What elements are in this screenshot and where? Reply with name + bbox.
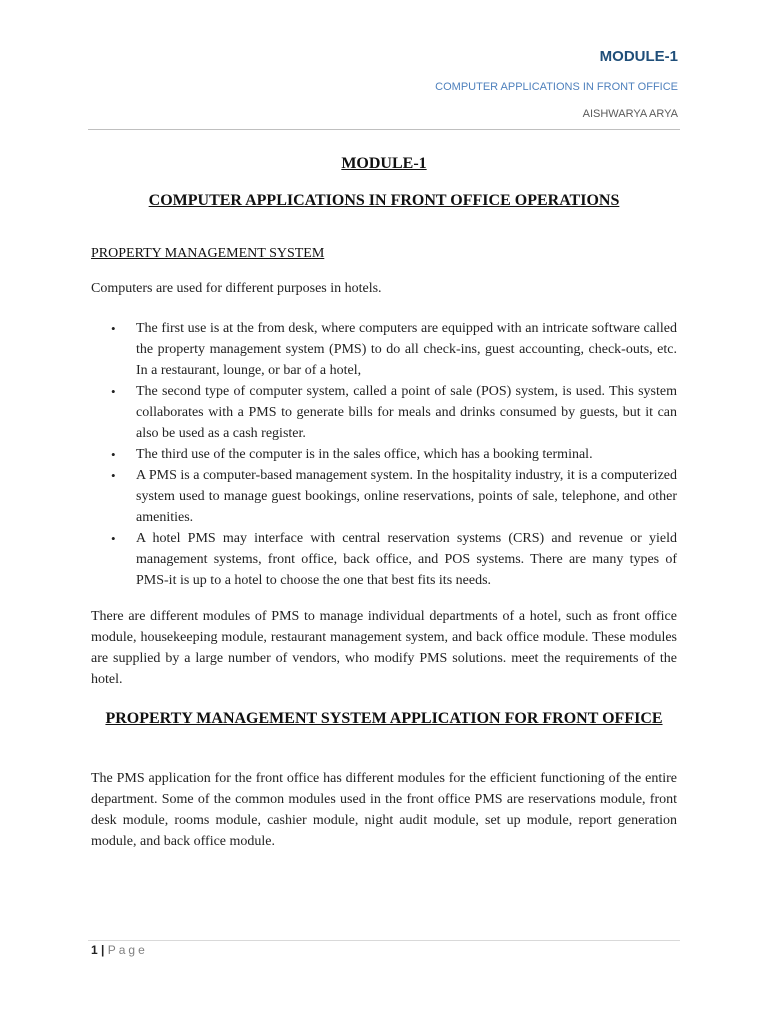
section-heading-front-office: PROPERTY MANAGEMENT SYSTEM APPLICATION FOR FRONT OFFICE xyxy=(105,710,663,727)
header-subtitle: COMPUTER APPLICATIONS IN FRONT OFFICE xyxy=(435,81,678,93)
bullet-text: A PMS is a computer-based management system. In the hospitality industry, it is a computerized system used to manage guest bookings, online reservations, points of sale, telephone, and other amenities. xyxy=(136,468,677,525)
intro-paragraph: Computers are used for different purposes in hotels. xyxy=(91,281,382,296)
module-title: MODULE-1 xyxy=(341,155,427,172)
bullet-dot-icon: • xyxy=(111,321,116,336)
header-divider xyxy=(88,129,680,130)
bullet-item xyxy=(91,318,677,381)
bullet-text: The second type of computer system, called a point of sale (POS) system, is used. This system collaborates with a PMS to generate bills for meals and drinks consumed by guests, but it can also be used as a cash register. xyxy=(136,384,677,441)
document-title: COMPUTER APPLICATIONS IN FRONT OFFICE OPERATIONS xyxy=(148,192,620,209)
header-module-label: MODULE-1 xyxy=(599,48,678,65)
section-heading-pms: PROPERTY MANAGEMENT SYSTEM xyxy=(91,246,325,261)
footer-divider xyxy=(88,940,680,941)
modules-paragraph: There are different modules of PMS to manage individual departments of a hotel, such as front office module, housekeeping module, restaurant management system, and back office module. These modules are supplied by a large number of vendors, who modify PMS solutions. meet the requirements of the hotel. xyxy=(91,609,677,687)
page-footer xyxy=(91,943,148,957)
page-number: 1 xyxy=(91,943,98,957)
bullet-text: The first use is at the from desk, where computers are equipped with an intricate software called the property management system (PMS) to do all check-ins, guest accounting, check-outs, etc. In a restaurant, lounge, or bar of a hotel, xyxy=(136,321,677,378)
page-label: Page xyxy=(107,943,148,957)
front-office-paragraph: The PMS application for the front office has different modules for the efficient functioning of the entire department. Some of the common modules used in the front office PMS are reservations module, front desk module, rooms module, cashier module, night audit module, set up module, report generation module, and back office module. xyxy=(91,771,677,849)
bullet-dot-icon: • xyxy=(111,531,116,546)
bullet-dot-icon: • xyxy=(111,447,116,462)
bullet-list xyxy=(91,318,677,591)
header-author: AISHWARYA ARYA xyxy=(582,108,678,120)
bullet-dot-icon: • xyxy=(111,384,116,399)
bullet-text: The third use of the computer is in the sales office, which has a booking terminal. xyxy=(136,447,593,462)
bullet-item xyxy=(91,465,677,528)
bullet-item xyxy=(91,381,677,444)
bullet-item xyxy=(91,444,677,465)
footer-separator: | xyxy=(101,943,105,957)
bullet-item xyxy=(91,528,677,591)
bullet-text: A hotel PMS may interface with central reservation systems (CRS) and revenue or yield management systems, front office, back office, and POS systems. There are many types of PMS-it is up to a hotel to choose the one that best fits its needs. xyxy=(136,531,677,588)
bullet-dot-icon: • xyxy=(111,468,116,483)
